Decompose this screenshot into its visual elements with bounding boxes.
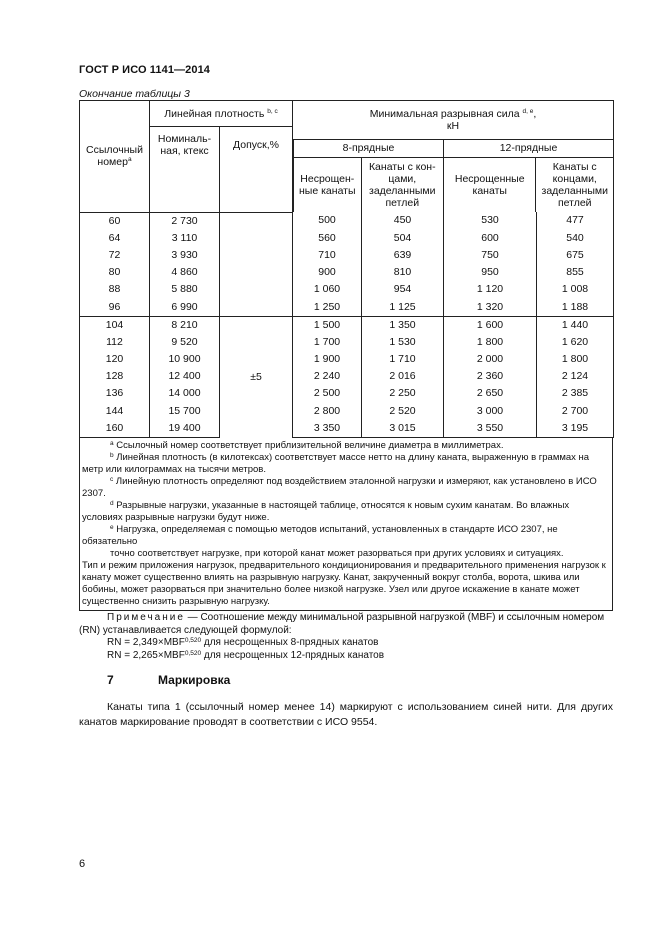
table-cell: 810 [362, 264, 444, 281]
footnote-e-continued: точно соответствует нагрузке, при которой канат может разорваться при других условиях и ситуациях. [110, 547, 564, 559]
table-container [79, 100, 613, 611]
table-cell: 450 [362, 212, 444, 230]
section-body: Канаты типа 1 (ссылочный номер менее 14) маркируют с использованием синей нити. Для других канатов маркирование проводят в соответствии с ИСО 9554. [79, 701, 613, 728]
table-cell: 639 [362, 247, 444, 264]
header-unspliced-8: Несрощен-ные канаты [293, 158, 362, 212]
table-body-group-1 [80, 212, 614, 316]
table-cell: 112 [80, 334, 150, 351]
table-row [80, 385, 614, 402]
header-min-breaking-force: Минимальная разрывная сила $^{d, e}$, кН [293, 101, 614, 140]
header-tolerance: Допуск,% [220, 127, 293, 213]
table-cell: 1 188 [537, 298, 614, 316]
table-cell: 88 [80, 281, 150, 298]
table-cell: 3 930 [150, 247, 220, 264]
table-cell: 3 550 [444, 420, 537, 438]
note-block [79, 612, 613, 662]
table-row [80, 420, 614, 438]
table-cell: 1 350 [362, 316, 444, 334]
table-cell: 750 [444, 247, 537, 264]
table-row [80, 230, 614, 247]
header-8-strand-placeholder [293, 140, 444, 213]
table-cell: 96 [80, 298, 150, 316]
table-cell: 2 000 [444, 351, 537, 368]
table-cell: 160 [80, 420, 150, 438]
table-cell: 1 710 [362, 351, 444, 368]
table-cell: 1 600 [444, 316, 537, 334]
table-footnotes [79, 438, 613, 611]
header-nominal: Номиналь-ная, ктекс [150, 127, 220, 213]
table-cell: 2 124 [537, 368, 614, 385]
table-cell: 2 360 [444, 368, 537, 385]
table-cell: 530 [444, 212, 537, 230]
table-row [80, 264, 614, 281]
table-cell: 2 385 [537, 385, 614, 402]
table-cell: 2 016 [362, 368, 444, 385]
table-cell: 950 [444, 264, 537, 281]
header-12-strand-placeholder [444, 140, 614, 213]
breaking-force-table [79, 100, 614, 438]
table-cell: 600 [444, 230, 537, 247]
table-cell: 2 520 [362, 403, 444, 420]
header-spliced-12: Канаты с концами, заделанными петлей [541, 161, 608, 209]
table-cell: 1 800 [537, 351, 614, 368]
table-cell: 15 700 [150, 403, 220, 420]
footnote-d: $^d$ Разрывные нагрузки, указанные в настоящей таблице, относятся к новым сухим канатам. Во влажных условиях разрывные нагрузки будут ниже. [82, 499, 570, 523]
table-cell: 1 060 [293, 281, 362, 298]
header-unspliced-12: Несрощенные канаты [444, 158, 536, 212]
table-cell: 1 008 [537, 281, 614, 298]
table-cell: 60 [80, 212, 150, 230]
table-cell: 144 [80, 403, 150, 420]
table-cell: 2 650 [444, 385, 537, 402]
header-8-strand: 8-прядные [293, 140, 443, 158]
section-heading: 7 Маркировка [107, 673, 231, 687]
table-row [80, 403, 614, 420]
table-cell: 500 [293, 212, 362, 230]
table-cell: 4 860 [150, 264, 220, 281]
table-cell: 136 [80, 385, 150, 402]
table-cell: 2 800 [293, 403, 362, 420]
table-cell: 12 400 [150, 368, 220, 385]
table-cell: 104 [80, 316, 150, 334]
tolerance-cell: ±5 [220, 316, 293, 437]
table-cell: 128 [80, 368, 150, 385]
table-cell: 5 880 [150, 281, 220, 298]
table-cell: 2 700 [537, 403, 614, 420]
table-cell: 1 800 [444, 334, 537, 351]
table-cell: 64 [80, 230, 150, 247]
table-cell: 3 195 [537, 420, 614, 438]
table-cell: 3 015 [362, 420, 444, 438]
table-cell: 3 110 [150, 230, 220, 247]
table-cell: 2 500 [293, 385, 362, 402]
table-cell: 1 320 [444, 298, 537, 316]
table-cell: 1 500 [293, 316, 362, 334]
table-cell: 1 700 [293, 334, 362, 351]
table-cell: 8 210 [150, 316, 220, 334]
table-row [80, 298, 614, 316]
table-row [80, 316, 614, 334]
table-cell: 540 [537, 230, 614, 247]
table-cell: 19 400 [150, 420, 220, 438]
table-cell: 1 900 [293, 351, 362, 368]
table-cell: 1 440 [537, 316, 614, 334]
table-cell: 855 [537, 264, 614, 281]
table-caption: Окончание таблицы 3 [79, 88, 190, 100]
footnote-a: $^a$ Ссылочный номер соответствует приблизительной величине диаметра в миллиметрах. [110, 439, 504, 451]
table-cell: 3 350 [293, 420, 362, 438]
table-cell: 900 [293, 264, 362, 281]
page-number: 6 [79, 858, 86, 870]
header-linear-density: Линейная плотность $^{b, c}$ [150, 101, 293, 127]
table-row [80, 368, 614, 385]
tolerance-cell [220, 212, 293, 316]
table-row [80, 247, 614, 264]
table-cell: 1 250 [293, 298, 362, 316]
table-row [80, 351, 614, 368]
table-cell: 2 240 [293, 368, 362, 385]
table-cell: 1 120 [444, 281, 537, 298]
table-row [80, 281, 614, 298]
table-cell: 560 [293, 230, 362, 247]
table-cell: 1 530 [362, 334, 444, 351]
table-cell: 477 [537, 212, 614, 230]
table-cell: 2 730 [150, 212, 220, 230]
table-cell: 504 [362, 230, 444, 247]
table-row [80, 212, 614, 230]
table-cell: 10 900 [150, 351, 220, 368]
formula-8-strand: RN = 2,349×MBF$^{0,520}$ для несрощенных 8-прядных канатов [107, 637, 379, 648]
table-cell: 710 [293, 247, 362, 264]
footnote-b: $^b$ Линейная плотность (в килотексах) соответствует массе нетто на длину каната, выраженную в граммах на метр или килограммах на тысячи метров. [82, 451, 590, 475]
table-cell: 14 000 [150, 385, 220, 402]
table-cell: 80 [80, 264, 150, 281]
footnote-e: $^e$ Нагрузка, определяемая с помощью методов испытаний, установленных в стандарте ИСО 2307, не обязательно [82, 523, 558, 547]
formula-12-strand: RN = 2,265×MBF$^{0,520}$ для несрощенных 12-прядных канатов [107, 649, 385, 661]
table-cell: 3 000 [444, 403, 537, 420]
header-12-strand: 12-прядные [444, 140, 613, 158]
table-body-group-2 [80, 316, 614, 437]
footnote-e-detail: Тип и режим приложения нагрузок, предварительного кондиционирования и предварительного применения нагрузок к канату может существенно влиять на разрывную нагрузку. Канат, закрученный вокруг столба, ворота, шкива или бобины, может разорваться при значительно более низкой нагрузке. Узел или другое искажение в канате может существенно снизить разрывную нагрузку. [82, 559, 606, 607]
note-text: Примечание — Соотношение между минимальной разрывной нагрузкой (MBF) и ссылочным номером (RN) устанавливается следующей формулой: [79, 612, 605, 636]
table-cell: 675 [537, 247, 614, 264]
document-header: ГОСТ Р ИСО 1141—2014 [79, 64, 211, 76]
footnote-c: $^c$ Линейную плотность определяют под воздействием эталонной нагрузки и измеряют, как установлено в ИСО 2307. [82, 475, 597, 499]
table-cell: 120 [80, 351, 150, 368]
table-cell: 954 [362, 281, 444, 298]
header-ref-number: Ссылочный номер$^a$ [80, 101, 150, 213]
header-spliced-8: Канаты с кон-цами, заделанными петлей [368, 161, 436, 209]
table-cell: 1 620 [537, 334, 614, 351]
table-row [80, 334, 614, 351]
table-cell: 9 520 [150, 334, 220, 351]
table-cell: 1 125 [362, 298, 444, 316]
table-cell: 2 250 [362, 385, 444, 402]
table-cell: 6 990 [150, 298, 220, 316]
table-cell: 72 [80, 247, 150, 264]
